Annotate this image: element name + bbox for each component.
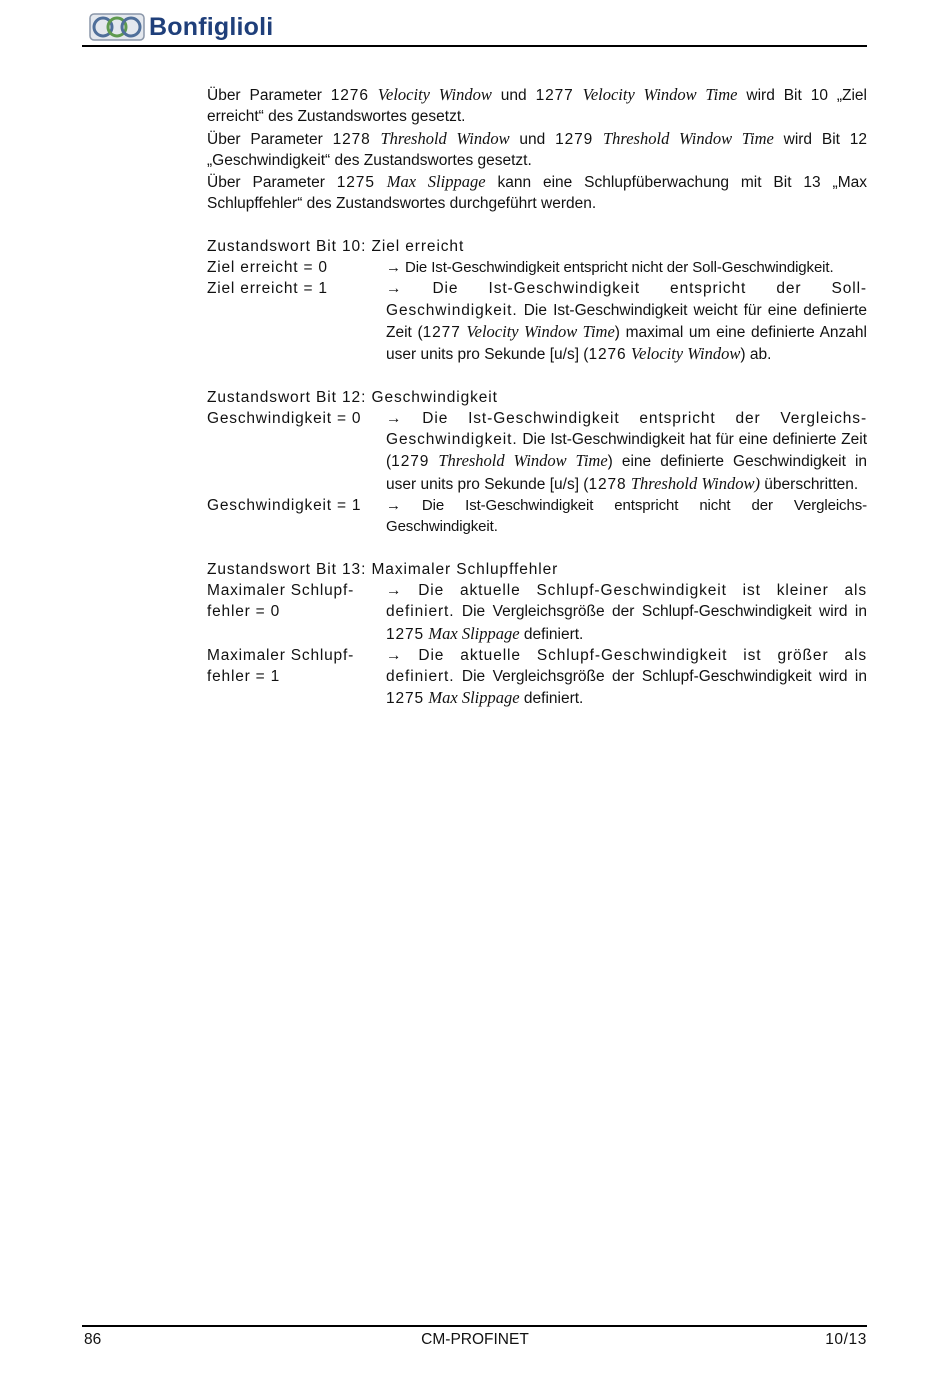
condition-description [386, 495, 867, 538]
emphasized-text: 1275 [386, 625, 425, 643]
parameter-name: Threshold Window) [630, 473, 760, 493]
text-run: Über Parameter [207, 87, 331, 104]
text-run: Über Parameter [207, 174, 337, 192]
parameter-name: Threshold Window [380, 128, 510, 148]
status-row [207, 278, 867, 365]
section-title: Zustandswort Bit 13: Maximaler Schlupffehler [207, 560, 559, 578]
parameter-name: Threshold Window Time [603, 128, 774, 148]
text-run: Über Parameter [207, 130, 333, 148]
section-title: Zustandswort Bit 10: Ziel erreicht [207, 237, 465, 255]
parameter-name: Max Slippage [428, 623, 520, 643]
status-row [207, 580, 867, 645]
text-run: ) ab. [740, 346, 772, 364]
text-run [369, 87, 378, 104]
text-run [574, 87, 583, 104]
text-run: definiert. [519, 690, 584, 708]
emphasized-text: 1279 [555, 130, 594, 148]
text-run: Die Ist-Geschwindigkeit hat für eine definierte Zeit ( [386, 431, 867, 471]
condition-description [386, 257, 867, 278]
emphasized-text: 1276 [588, 346, 627, 364]
emphasized-text: 1276 [330, 87, 369, 104]
page-content [207, 84, 867, 710]
emphasized-text: → Die aktuelle Schlupf-Geschwindigkeit ist kleiner als definiert. [386, 581, 867, 621]
status-bit-section [207, 387, 867, 538]
condition-label: Ziel erreicht = 0 [207, 259, 328, 277]
condition-description [386, 408, 867, 495]
emphasized-text: 1277 [422, 323, 461, 341]
condition-description [386, 580, 867, 645]
condition-label: Ziel erreicht = 1 [207, 280, 328, 298]
condition-label: Maximaler Schlupf-fehler = 1 [207, 646, 355, 686]
emphasized-text: → Die aktuelle Schlupf-Geschwindigkeit ist größer als definiert. [386, 646, 867, 686]
status-row [207, 495, 867, 538]
text-run: überschritten. [759, 475, 859, 493]
text-run: ) eine definierte Geschwindigkeit in user units pro Sekunde [u/s] ( [386, 453, 868, 493]
emphasized-text: 1277 [535, 87, 574, 104]
text-run [375, 174, 387, 191]
emphasized-text: 1279 [391, 453, 430, 471]
page-number: 86 [84, 1331, 102, 1348]
text-run: → Die Ist-Geschwindigkeit entspricht nicht der Vergleichs-Geschwindigkeit. [386, 497, 867, 536]
text-run [371, 131, 381, 148]
emphasized-text: 1278 [332, 130, 371, 148]
intro-paragraph [207, 84, 867, 128]
text-run: ) maximal um eine definierte Anzahl user units pro Sekunde [u/s] ( [386, 323, 867, 364]
emphasized-text: 1278 [588, 475, 627, 493]
text-run [593, 131, 603, 148]
intro-paragraph [207, 171, 867, 215]
text-run: und [509, 130, 556, 148]
text-run: wird Bit 10 „Ziel erreicht“ des Zustandswortes gesetzt. [207, 87, 867, 126]
footer-rule [82, 1325, 867, 1327]
section-title: Zustandswort Bit 12: Geschwindigkeit [207, 388, 498, 406]
product-name: CM-PROFINET [421, 1331, 529, 1348]
status-row [207, 645, 867, 710]
condition-label: Geschwindigkeit = 0 [207, 409, 362, 427]
status-bit-section [207, 559, 867, 710]
parameter-name: Velocity Window Time [582, 85, 738, 104]
status-row [207, 408, 867, 495]
logo-text: Bonfiglioli [149, 12, 274, 41]
parameter-name: Velocity Window [630, 344, 741, 364]
condition-label: Maximaler Schlupf-fehler = 0 [207, 581, 355, 621]
page-header [0, 0, 950, 50]
condition-label: Geschwindigkeit = 1 [207, 497, 362, 515]
text-run: → Die Ist-Geschwindigkeit entspricht nicht der Soll-Geschwindigkeit. [386, 259, 834, 277]
parameter-name: Max Slippage [386, 172, 486, 192]
text-run: und [491, 87, 536, 104]
parameter-name: Velocity Window [377, 85, 492, 104]
text-run [429, 453, 438, 470]
status-row [207, 257, 867, 278]
bonfiglioli-logo-icon [88, 10, 146, 44]
edition-date: 10/13 [825, 1331, 867, 1348]
condition-description [386, 645, 867, 710]
text-run: kann eine Schlupfüberwachung mit Bit 13 „Max Schlupffehler“ des Zustandswortes durchgeführt werden. [207, 174, 868, 213]
parameter-name: Threshold Window Time [438, 451, 608, 471]
text-run: definiert. [519, 625, 584, 643]
status-bit-section [207, 236, 867, 366]
text-run: wird Bit 12 „Geschwindigkeit“ des Zustandswortes gesetzt. [207, 130, 867, 169]
text-run: Die Ist-Geschwindigkeit weicht für eine definierte Zeit ( [386, 301, 867, 341]
header-rule [82, 45, 867, 47]
emphasized-text: 1275 [336, 174, 375, 192]
bonfiglioli-logo [88, 10, 273, 44]
condition-description [386, 278, 867, 365]
text-run: Die Vergleichsgröße der Schlupf-Geschwindigkeit wird in [454, 668, 867, 686]
emphasized-text: → Die Ist-Geschwindigkeit entspricht der Vergleichs-Geschwindigkeit. [386, 409, 867, 449]
intro-paragraph [207, 128, 867, 172]
parameter-name: Velocity Window Time [466, 321, 615, 341]
parameter-name: Max Slippage [428, 688, 520, 708]
intro-paragraphs [207, 84, 867, 215]
status-word-sections [207, 236, 867, 710]
emphasized-text: 1275 [386, 690, 425, 708]
emphasized-text: → Die Ist-Geschwindigkeit entspricht der Soll-Geschwindigkeit. [386, 280, 867, 319]
text-run: Die Vergleichsgröße der Schlupf-Geschwindigkeit wird in [454, 603, 867, 621]
